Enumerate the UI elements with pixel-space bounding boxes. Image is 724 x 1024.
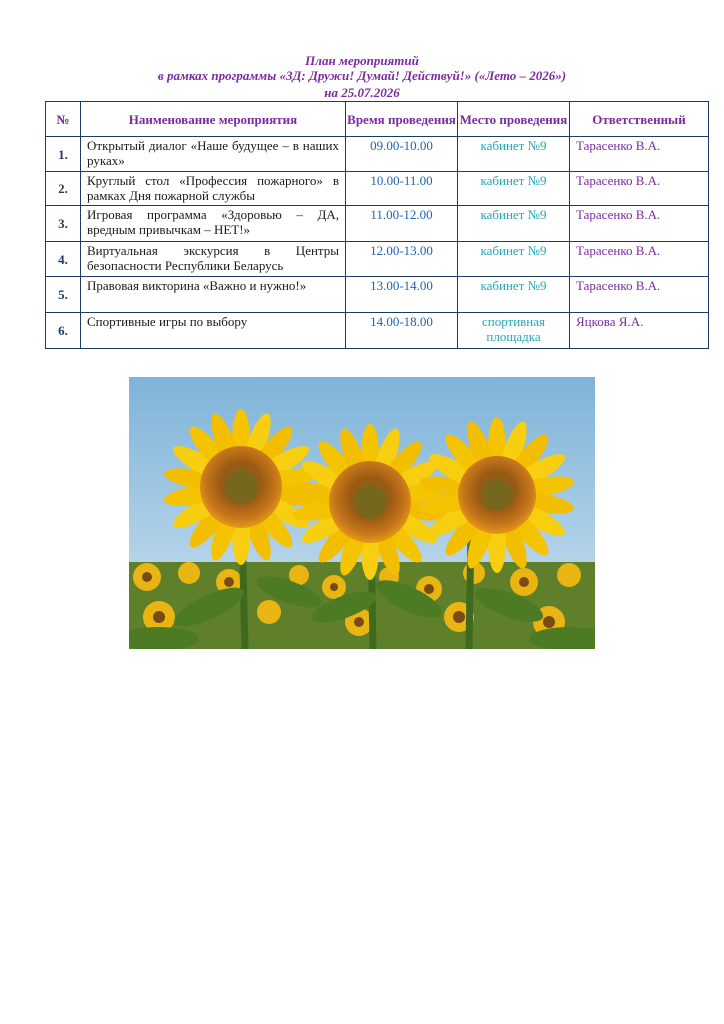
row-number: 3.: [46, 206, 81, 242]
table-row: [46, 137, 709, 172]
event-place: кабинет №9: [458, 277, 570, 313]
event-responsible: Тарасенко В.А.: [570, 137, 709, 172]
event-time: 12.00-13.00: [346, 242, 458, 277]
event-time: 14.00-18.00: [346, 313, 458, 349]
row-number: 5.: [46, 277, 81, 313]
event-time: 13.00-14.00: [346, 277, 458, 313]
event-name: Круглый стол «Профессия пожарного» в рамках Дня пожарной службы: [81, 172, 346, 206]
event-place: кабинет №9: [458, 172, 570, 206]
event-responsible: Тарасенко В.А.: [570, 172, 709, 206]
table-row: [46, 242, 709, 277]
event-name: Открытый диалог «Наше будущее – в наших руках»: [81, 137, 346, 172]
event-place: кабинет №9: [458, 206, 570, 242]
row-number: 1.: [46, 137, 81, 172]
event-responsible: Тарасенко В.А.: [570, 277, 709, 313]
event-time: 11.00-12.00: [346, 206, 458, 242]
event-time: 10.00-11.00: [346, 172, 458, 206]
event-place: кабинет №9: [458, 242, 570, 277]
table-header-row: [46, 102, 709, 137]
sunflower-field-photo: [129, 377, 595, 649]
table-row: [46, 172, 709, 206]
row-number: 2.: [46, 172, 81, 206]
event-responsible: Яцкова Я.А.: [570, 313, 709, 349]
col-header-name: Наименование мероприятия: [81, 102, 346, 137]
plan-date: на 25.07.2026: [324, 85, 400, 100]
event-name: Спортивные игры по выбору: [81, 313, 346, 349]
table-row: [46, 277, 709, 313]
events-table: [45, 101, 709, 349]
col-header-num: №: [46, 102, 81, 137]
event-name: Игровая программа «Здоровью – ДА, вредным привычкам – НЕТ!»: [81, 206, 346, 242]
row-number: 4.: [46, 242, 81, 277]
table-row: [46, 206, 709, 242]
plan-title: План мероприятий: [305, 53, 419, 68]
event-responsible: Тарасенко В.А.: [570, 242, 709, 277]
row-number: 6.: [46, 313, 81, 349]
col-header-place: Место проведения: [458, 102, 570, 137]
event-time: 09.00-10.00: [346, 137, 458, 172]
col-header-time: Время проведения: [346, 102, 458, 137]
event-place: спортивная площадка: [458, 313, 570, 349]
col-header-resp: Ответственный: [570, 102, 709, 137]
table-row: [46, 313, 709, 349]
plan-subtitle: в рамках программы «3Д: Дружи! Думай! Действуй!» («Лето – 2026»): [157, 68, 567, 83]
event-responsible: Тарасенко В.А.: [570, 206, 709, 242]
event-name: Правовая викторина «Важно и нужно!»: [81, 277, 346, 313]
event-place: кабинет №9: [458, 137, 570, 172]
event-name: Виртуальная экскурсия в Центры безопасности Республики Беларусь: [81, 242, 346, 277]
